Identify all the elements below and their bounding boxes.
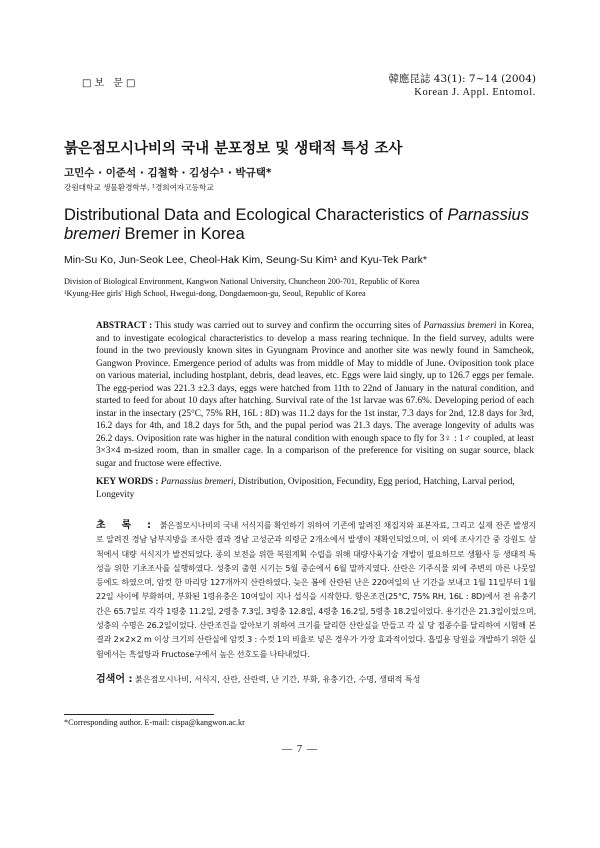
- abstract: [96, 320, 534, 471]
- keywords-list: , Distribution, Oviposition, Fecundity, Egg period, Hatching, Larval period, Longevity: [96, 477, 515, 500]
- journal-citation-line2: Korean J. Appl. Entomol.: [414, 87, 536, 98]
- korean-title: 붉은점모시나비의 국내 분포정보 및 생태적 특성 조사: [64, 141, 403, 157]
- keywords: [96, 476, 534, 502]
- abstract-species: Parnassius bremeri: [423, 321, 497, 331]
- page-number: — 7 —: [281, 744, 319, 755]
- english-title-pre: Distributional Data and Ecological Characteristics of: [64, 206, 448, 224]
- korean-abstract: [96, 519, 536, 662]
- keywords-heading: KEY WORDS :: [96, 477, 159, 487]
- footnote-rule: [64, 714, 214, 715]
- korean-keywords: [96, 670, 536, 685]
- korean-affiliation: 강원대학교 생물환경학부, ¹경희여자고등학교: [64, 183, 214, 192]
- abstract-pre-species: This study was carried out to survey and confirm the occurring sites of: [152, 321, 424, 331]
- korean-keywords-list: 붉은점모시나비, 서식지, 산란, 산란력, 난 기간, 부화, 유충기간, 수명, 생태적 특성: [132, 675, 421, 684]
- english-title: [64, 206, 544, 244]
- english-authors: Min-Su Ko, Jun-Seok Lee, Cheol-Hak Kim, Seung-Su Kim¹ and Kyu-Tek Park*: [64, 254, 427, 266]
- english-title-post: Bremer in Korea: [119, 225, 245, 243]
- korean-authors: 고민수 · 이준석 · 김철학 · 김성수¹ · 박규택*: [64, 167, 272, 179]
- english-affiliation-1: Division of Biological Environment, Kangwon National University, Chuncheon 200-701, Republic of Korea: [64, 277, 420, 286]
- english-title-species: Parnassius bremeri: [64, 206, 529, 243]
- abstract-body: in Korea, and to investigate ecological characteristics to develop a mass rearing technique. In the field survey, adults were found in the two previously known sites in Gyungnam Province and another site was newly found in Samcheok, Gangwon Province. Emergence period of adults was from middle of May to middle of June. Oviposition took place on various material, including hostplant, debris, dead leaves, etc. Eggs were laid singly, up to 126.7 eggs per female. The egg-period was 221.3 ±2.3 days, eggs were hatched from 11th to 22nd of January in the natural condition, and started to feed for about 10 days after hatching. Survival rate of the 1st larvae was 67.6%. Developing period of each instar in the insectary (25°C, 75% RH, 16L : 8D) was 11.2 days for the 1st instar, 7.3 days for 2nd, 12.8 days for 3rd, 16.2 days for 4th, and 18.2 days for 5th, and the pupal period was 21.3 days. The average longevity of adults was 26.2 days. Oviposition rate was higher in the natural condition with enough space to fly for 3♀ : 1♂ coupled, at least 3×3×4 m-sized room, than in smaller cage. In a comparison of the preference for visiting on sugar source, black sugar and fructose were effective.: [96, 321, 534, 470]
- journal-citation-line1: 韓應昆誌 43(1): 7~14 (2004): [388, 73, 536, 85]
- abstract-heading: ABSTRACT :: [96, 321, 153, 331]
- korean-abstract-body: 붉은점모시나비의 국내 서식지를 확인하기 위하여 기존에 알려진 채집지와 표본자료, 그리고 실재 잔존 발생지로 알려진 경남 남부지방을 조사한 결과 경남 고성군과 의령군 2개소에서 발생이 재확인되었으며, 이 외에 조사기간 중 강원도 삼척에서 대량 서식지가 발견되었다. 종의 보전을 위한 복원계획 수립을 위해 대량사육기술 개발이 필요하므로 생활사 등 생태적 특성을 위한 기초조사를 실행하였다. 성충의 출현 시기는 5월 중순에서 6월 말까지였다. 산란은 기주식물 외에 주변의 마른 나뭇잎 등에도 하였으며, 암컷 한 마리당 127개까지 산란하였다. 늦은 봄에 산란된 난은 220여일의 난 기간을 보내고 1월 11일부터 1월 22일 사이에 부화하며, 부화된 1령유충은 10여일이 지나 섭식을 시작한다. 항온조건(25°C, 75% RH, 16L : 8D)에서 전 유충기간은 65.7일로 각각 1령충 11.2일, 2령충 7.3일, 3령충 12.8일, 4령충 16.2일, 5령충 18.2일이었다. 용기간은 21.3일이었으며, 성충의 수명은 26.2일이었다. 산란조건을 알아보기 위하여 크기를 달리한 산란실을 만들고 각 실 당 접종수를 달리하여 시험해 본 결과 2×2×2 m 이상 크기의 산란실에 암컷 3 : 수컷 1의 비율로 넣은 경우가 가장 효과적이었다. 흡밀용 당원을 개발하기 위한 실험에서는 흑설탕과 Fructose구에서 높은 선호도를 나타내었다.: [96, 521, 536, 659]
- article-type-tag: □보 문□: [82, 78, 139, 89]
- korean-keywords-heading: 검색어 :: [96, 674, 133, 685]
- journal-citation: [388, 73, 536, 99]
- corresponding-author-footnote: *Corresponding author. E-mail: cispa@kangwon.ac.kr: [64, 718, 245, 727]
- korean-abstract-heading: 초 록 :: [96, 520, 157, 531]
- keywords-species: Parnassius bremeri: [160, 477, 234, 487]
- english-affiliations: [64, 276, 420, 300]
- english-affiliation-2: ¹Kyung-Hee girls' High School, Hwegui-dong, Dongdaemoon-gu, Seoul, Republic of Korea: [64, 289, 366, 298]
